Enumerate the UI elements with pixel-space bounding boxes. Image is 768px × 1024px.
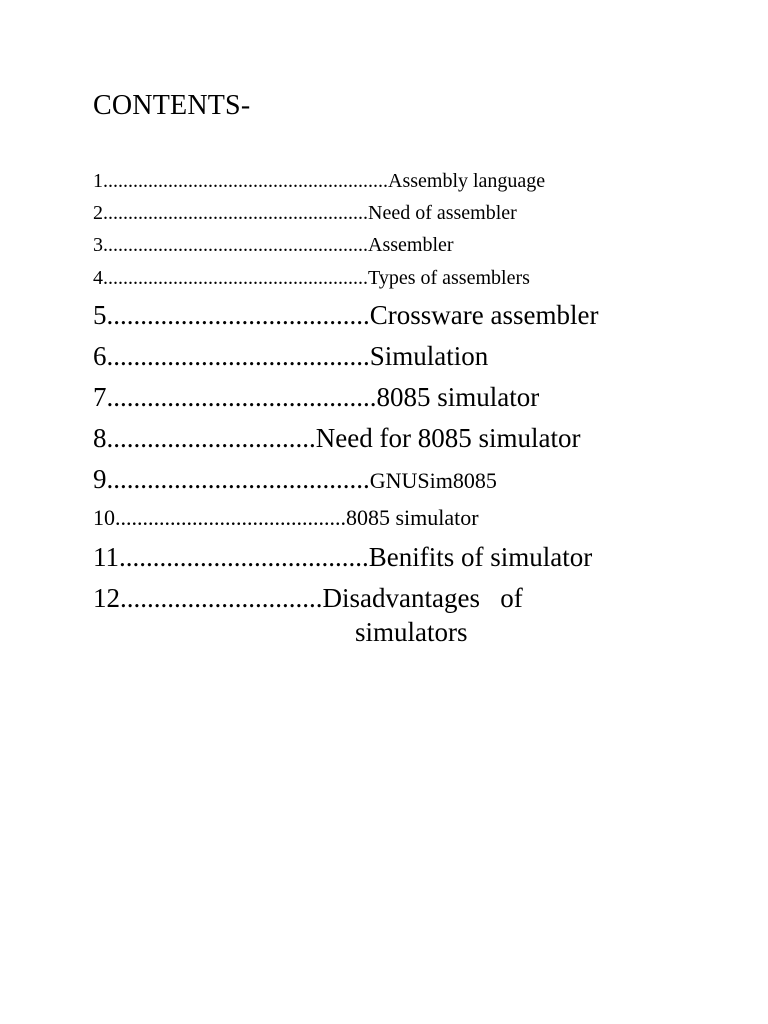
toc-number: 10	[93, 505, 115, 530]
contents-heading: CONTENTS-	[93, 90, 251, 121]
toc-entry-2	[93, 203, 517, 223]
toc-entry-10	[93, 507, 479, 529]
toc-number: 12	[93, 583, 120, 613]
toc-title: Crossware assembler	[369, 300, 599, 330]
toc-title: 8085 simulator	[346, 505, 479, 530]
toc-entry-11	[93, 544, 592, 571]
toc-number: 3	[93, 234, 103, 256]
toc-number: 6	[93, 341, 107, 371]
toc-title: 8085 simulator	[376, 382, 540, 412]
toc-title: Need of assembler	[368, 202, 517, 224]
toc-title: Disadvantages of	[322, 583, 523, 613]
toc-leader: .....................................................	[103, 267, 368, 289]
toc-leader: ..........................................	[115, 505, 346, 530]
toc-leader: .........................................................	[103, 170, 388, 192]
toc-entry-12	[93, 585, 523, 612]
toc-entry-8	[93, 425, 580, 452]
toc-leader: ........................................	[106, 382, 377, 412]
toc-number: 9	[93, 464, 107, 494]
toc-leader: .......................................	[106, 341, 370, 371]
toc-title: GNUSim8085	[369, 468, 497, 493]
toc-entry-5	[93, 302, 598, 329]
toc-leader: .....................................	[119, 542, 369, 572]
toc-entry-1	[93, 171, 545, 191]
toc-entry-3	[93, 235, 454, 255]
toc-number: 4	[93, 267, 103, 289]
toc-title: Benifits of simulator	[368, 542, 593, 572]
toc-title: Need for 8085 simulator	[315, 423, 581, 453]
toc-leader: .....................................................	[103, 202, 368, 224]
toc-entry-12-continuation: simulators	[355, 617, 468, 647]
toc-title: Simulation	[369, 341, 489, 371]
toc-leader: ..............................	[120, 583, 323, 613]
toc-number: 8	[93, 423, 107, 453]
toc-number: 5	[93, 300, 107, 330]
toc-entry-9	[93, 466, 497, 493]
toc-title: Assembly language	[388, 170, 546, 192]
toc-number: 7	[93, 382, 107, 412]
toc-entry-4	[93, 268, 530, 288]
toc-number: 1	[93, 170, 103, 192]
toc-leader: .....................................................	[103, 234, 368, 256]
toc-title: Types of assemblers	[368, 267, 530, 289]
toc-leader: ...............................	[106, 423, 316, 453]
toc-entry-6	[93, 343, 488, 370]
toc-title: Assembler	[368, 234, 454, 256]
toc-number: 11	[93, 542, 119, 572]
toc-leader: .......................................	[106, 300, 370, 330]
toc-leader: .......................................	[106, 464, 370, 494]
toc-number: 2	[93, 202, 103, 224]
toc-entry-7	[93, 384, 539, 411]
